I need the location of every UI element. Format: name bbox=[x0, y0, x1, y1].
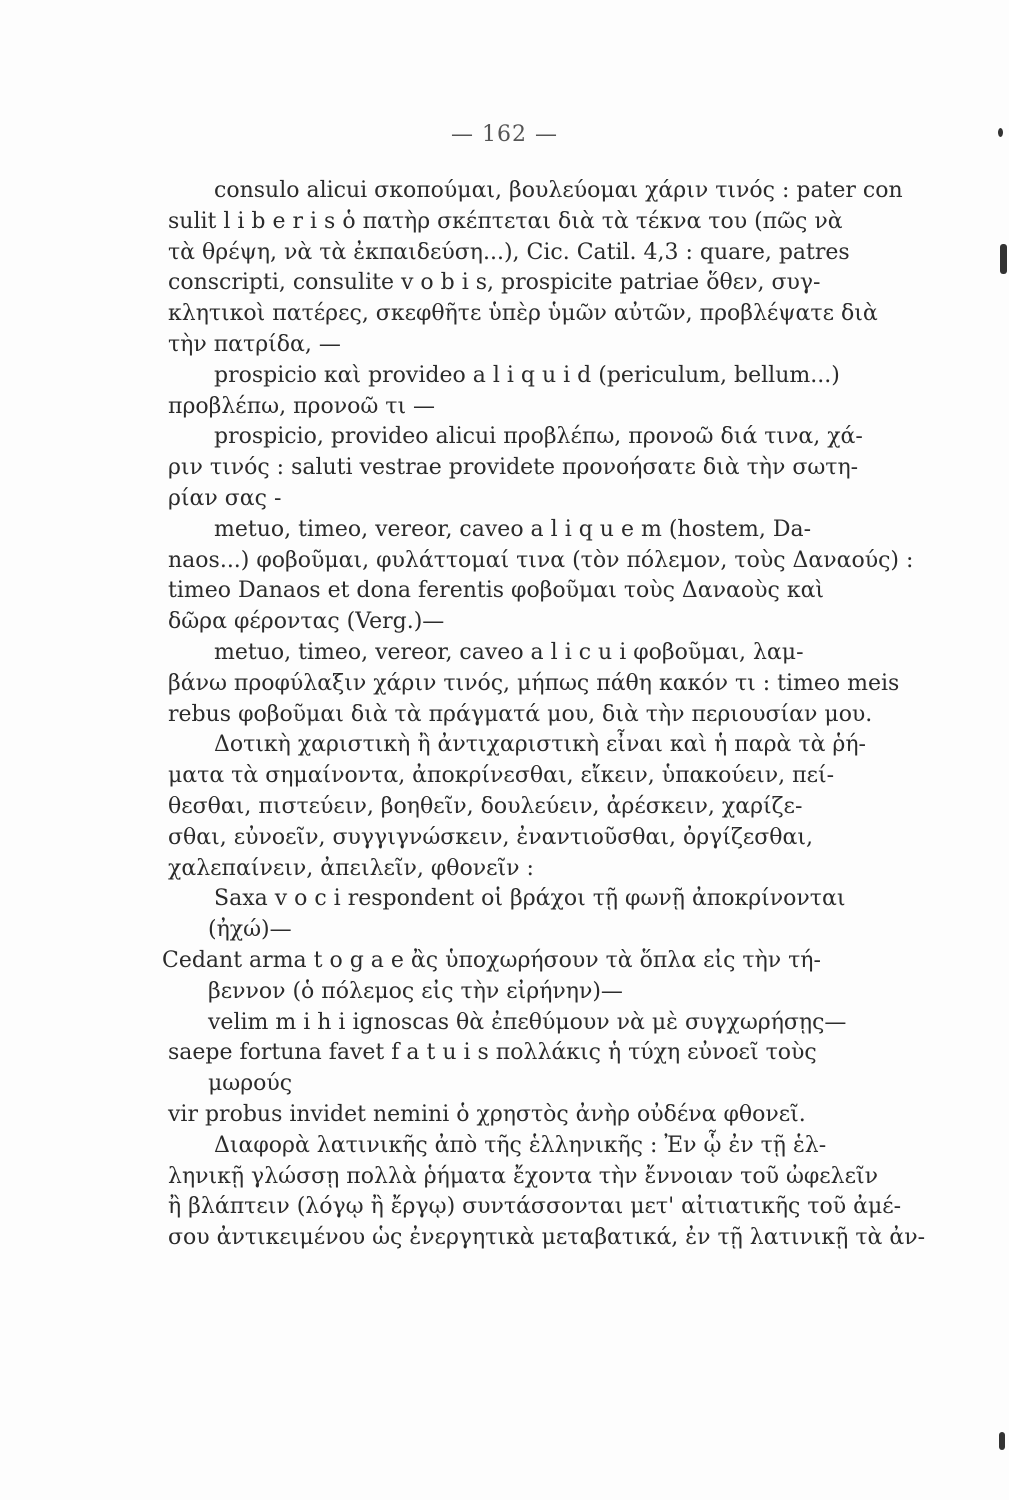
text-line: ρίαν σας - bbox=[168, 485, 282, 511]
text-line: Saxa v o c i respondent οἱ βράχοι τῇ φωνῇ ἀποκρίνονται bbox=[214, 886, 846, 912]
text-line: timeo Danaos et dona ferentis φοβοῦμαι τοὺς Δαναοὺς καὶ bbox=[168, 578, 825, 604]
text-line: δῶρα φέροντας (Verg.)— bbox=[168, 609, 445, 635]
text-line: sulit l i b e r i s ὁ πατὴρ σκέπτεται διὰ τὰ τέκνα του (πῶς νὰ bbox=[168, 208, 843, 234]
text-line: ματα τὰ σημαίνοντα, ἀποκρίνεσθαι, εἴκειν, ὑπακούειν, πεί- bbox=[168, 763, 835, 789]
scan-speck bbox=[1000, 244, 1007, 274]
text-line: prospicio, provideo alicui προβλέπω, προνοῶ διά τινα, χά- bbox=[214, 424, 863, 450]
text-line: τὰ θρέψη, νὰ τὰ ἐκπαιδεύση...), Cic. Catil. 4,3 : quare, patres bbox=[168, 239, 850, 265]
text-line: saepe fortuna favet f a t u i s πολλάκις ἡ τύχη εὐνοεῖ τοὺς bbox=[168, 1040, 817, 1066]
text-line: consulo alicui σκοπούμαι, βουλεύομαι χάριν τινός : pater con bbox=[214, 178, 903, 203]
text-line: σου ἀντικειμένου ὡς ἐνεργητικὰ μεταβατικά, ἐν τῇ λατινικῇ τὰ ἀν- bbox=[168, 1225, 926, 1251]
text-line: metuo, timeo, vereor, caveo a l i q u e m (hostem, Da- bbox=[214, 516, 812, 542]
text-line: ἢ βλάπτειν (λόγῳ ἢ ἔργῳ) συντάσσονται μετ' αἰτιατικῆς τοῦ ἀμέ- bbox=[168, 1194, 902, 1220]
scan-speck bbox=[998, 128, 1003, 137]
scan-speck bbox=[999, 1432, 1005, 1450]
text-line: θεσθαι, πιστεύειν, βοηθεῖν, δουλεύειν, ἀρέσκειν, χαρίζε- bbox=[168, 793, 803, 819]
text-line: μωρούς bbox=[208, 1071, 293, 1097]
text-line: Διαφορὰ λατινικῆς ἀπὸ τῆς ἑλληνικῆς : Ἐν ᾧ ἐν τῇ ἑλ- bbox=[214, 1132, 827, 1158]
text-line: rebus φοβοῦμαι διὰ τὰ πράγματά μου, διὰ τὴν περιουσίαν μου. bbox=[168, 701, 873, 727]
text-line: ληνικῇ γλώσσῃ πολλὰ ῥήματα ἔχοντα τὴν ἔννοιαν τοῦ ὠφελεῖν bbox=[168, 1163, 879, 1189]
text-line: Δοτικὴ χαριστικὴ ἢ ἀντιχαριστικὴ εἶναι καὶ ἡ παρὰ τὰ ῥή- bbox=[214, 732, 866, 758]
text-line: vir probus invidet nemini ὁ χρηστὸς ἀνὴρ οὐδένα φθονεῖ. bbox=[168, 1101, 806, 1127]
text-line: velim m i h i ignoscas θὰ ἐπεθύμουν νὰ μὲ συγχωρήσῃς— bbox=[208, 1009, 847, 1035]
text-line: metuo, timeo, vereor, caveo a l i c u i φοβοῦμαι, λαμ- bbox=[214, 639, 804, 665]
body-text bbox=[162, 176, 928, 1254]
text-line: προβλέπω, προνοῶ τι — bbox=[168, 393, 436, 419]
text-line: χαλεπαίνειν, ἀπειλεῖν, φθονεῖν : bbox=[168, 855, 534, 881]
text-line: naos...) φοβοῦμαι, φυλάττομαί τινα (τὸν πόλεμον, τοὺς Δαναούς) : bbox=[168, 547, 914, 573]
text-line: prospicio καὶ provideo a l i q u i d (periculum, bellum...) bbox=[214, 362, 840, 388]
text-line: (ἠχώ)— bbox=[208, 917, 292, 943]
text-line: βάνω προφύλαξιν χάριν τινός, μήπως πάθη κακόν τι : timeo meis bbox=[168, 670, 900, 696]
text-line: κλητικοὶ πατέρες, σκεφθῆτε ὑπὲρ ὑμῶν αὐτῶν, προβλέψατε διὰ bbox=[168, 301, 878, 327]
text-line: βεννον (ὁ πόλεμος εἰς τὴν εἰρήνην)— bbox=[208, 978, 623, 1004]
text-line: τὴν πατρίδα, — bbox=[168, 331, 341, 357]
page-number: — 162 — bbox=[451, 122, 558, 147]
text-line: ριν τινός : saluti vestrae providete προνοήσατε διὰ τὴν σωτη- bbox=[168, 455, 859, 481]
text-line: σθαι, εὐνοεῖν, συγγιγνώσκειν, ἐναντιοῦσθαι, ὀργίζεσθαι, bbox=[168, 824, 814, 850]
text-line: conscripti, consulite v o b i s, prospicite patriae ὅθεν, συγ- bbox=[168, 270, 821, 296]
text-line: Cedant arma t o g a e ἂς ὑποχωρήσουν τὰ ὅπλα εἰς τὴν τή- bbox=[162, 947, 821, 973]
